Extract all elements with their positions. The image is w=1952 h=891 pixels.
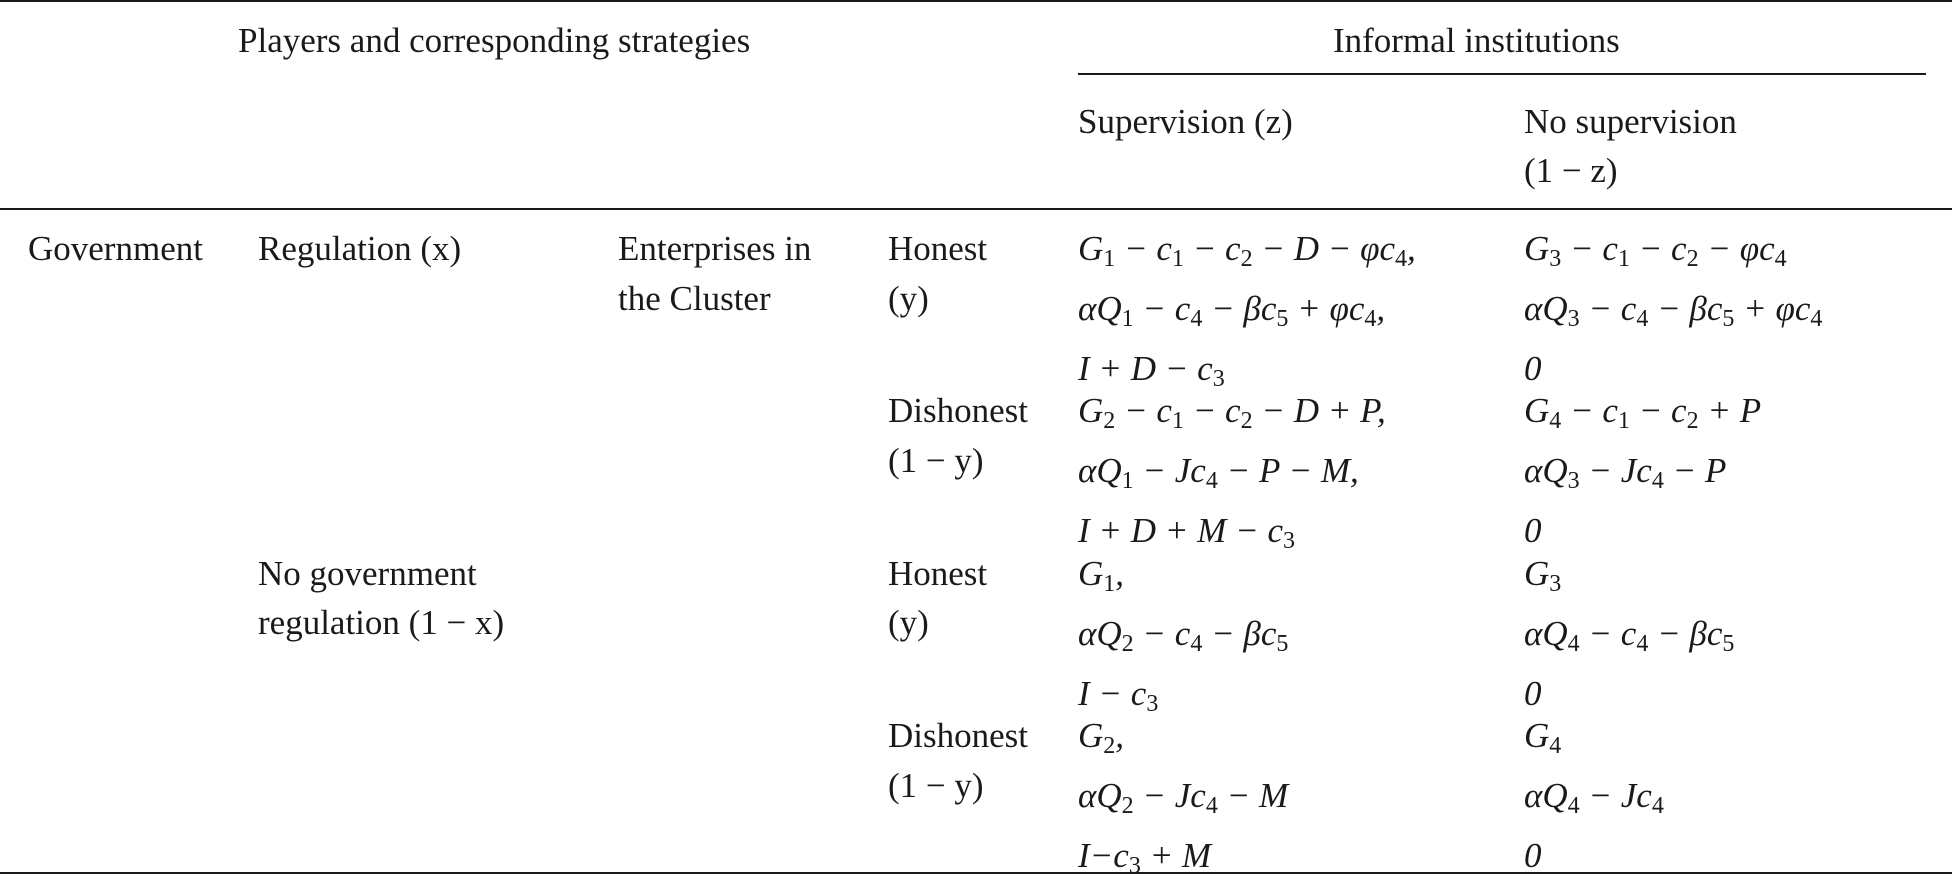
payoff-line: $\alpha Q_1 - c_4 - \beta c_5 + \varphi c_4$,: [1078, 289, 1386, 332]
payoff-cell: [1524, 549, 1734, 719]
label-honest-1: Honest: [888, 229, 988, 268]
top-rule: [0, 0, 1952, 2]
payoff-line: $\alpha Q_4 - Jc_4$: [1524, 776, 1664, 819]
label-dishonest-1-y: (1 − y): [888, 441, 984, 480]
header-supervision: Supervision (z): [1078, 102, 1293, 141]
label-dishonest-1: Dishonest: [888, 391, 1028, 430]
payoff-line: $G_1$,: [1078, 554, 1125, 597]
label-dishonest-2: Dishonest: [888, 716, 1028, 755]
header-no-supervision: No supervision: [1524, 102, 1737, 141]
label-honest-1-y: (y): [888, 279, 929, 318]
payoff-line: $\alpha Q_3 - Jc_4 - P$: [1524, 451, 1727, 494]
label-no-government-2: regulation (1 − x): [258, 603, 505, 642]
payoff-line: $I + D + M - c_3$: [1078, 511, 1295, 554]
payoff-cell: [1078, 711, 1288, 891]
payoff-cell: [1524, 711, 1664, 881]
header-no-supervision-prob: (1 − z): [1524, 151, 1618, 190]
payoff-cell: [1078, 386, 1386, 566]
label-enterprises-2: the Cluster: [618, 279, 771, 318]
payoff-line: 0: [1524, 836, 1542, 875]
payoff-line: $\alpha Q_3 - c_4 - \beta c_5 + \varphi c_4$: [1524, 289, 1823, 332]
payoff-line: $\alpha Q_4 - c_4 - \beta c_5$: [1524, 614, 1735, 657]
payoff-cell: [1078, 224, 1416, 404]
header-players: Players and corresponding strategies: [238, 21, 751, 60]
label-dishonest-2-y: (1 − y): [888, 766, 984, 805]
payoff-line: $G_2$,: [1078, 716, 1125, 759]
label-enterprises: Enterprises in: [618, 229, 812, 268]
payoff-line: $G_2 - c_1 - c_2 - D + P$,: [1078, 391, 1386, 434]
payoff-line: $I-c_3 + M$: [1078, 836, 1212, 879]
informal-underline: [1078, 73, 1926, 75]
payoff-cell: [1078, 549, 1288, 729]
header-informal: Informal institutions: [1333, 21, 1620, 60]
header-rule: [0, 208, 1952, 210]
payoff-line: 0: [1524, 511, 1542, 550]
payoff-line: $I - c_3$: [1078, 674, 1159, 717]
payoff-line: $G_4 - c_1 - c_2 + P$: [1524, 391, 1762, 434]
label-honest-2: Honest: [888, 554, 988, 593]
payoff-line: $\alpha Q_1 - Jc_4 - P - M$,: [1078, 451, 1359, 494]
payoff-cell: [1524, 224, 1822, 394]
label-no-government: No government: [258, 554, 477, 593]
payoff-line: 0: [1524, 674, 1542, 713]
payoff-line: $I + D - c_3$: [1078, 349, 1225, 392]
label-honest-2-y: (y): [888, 603, 929, 642]
label-regulation: Regulation (x): [258, 229, 462, 268]
payoff-line: $\alpha Q_2 - c_4 - \beta c_5$: [1078, 614, 1289, 657]
payoff-line: $G_3$: [1524, 554, 1562, 597]
payoff-line: $\alpha Q_2 - Jc_4 - M$: [1078, 776, 1289, 819]
payoff-line: 0: [1524, 349, 1542, 388]
payoff-cell: [1524, 386, 1761, 556]
payoff-line: $G_1 - c_1 - c_2 - D - \varphi c_4$,: [1078, 229, 1416, 272]
label-government: Government: [28, 229, 203, 268]
payoff-line: $G_3 - c_1 - c_2 - \varphi c_4$: [1524, 229, 1787, 272]
payoff-line: $G_4$: [1524, 716, 1562, 759]
